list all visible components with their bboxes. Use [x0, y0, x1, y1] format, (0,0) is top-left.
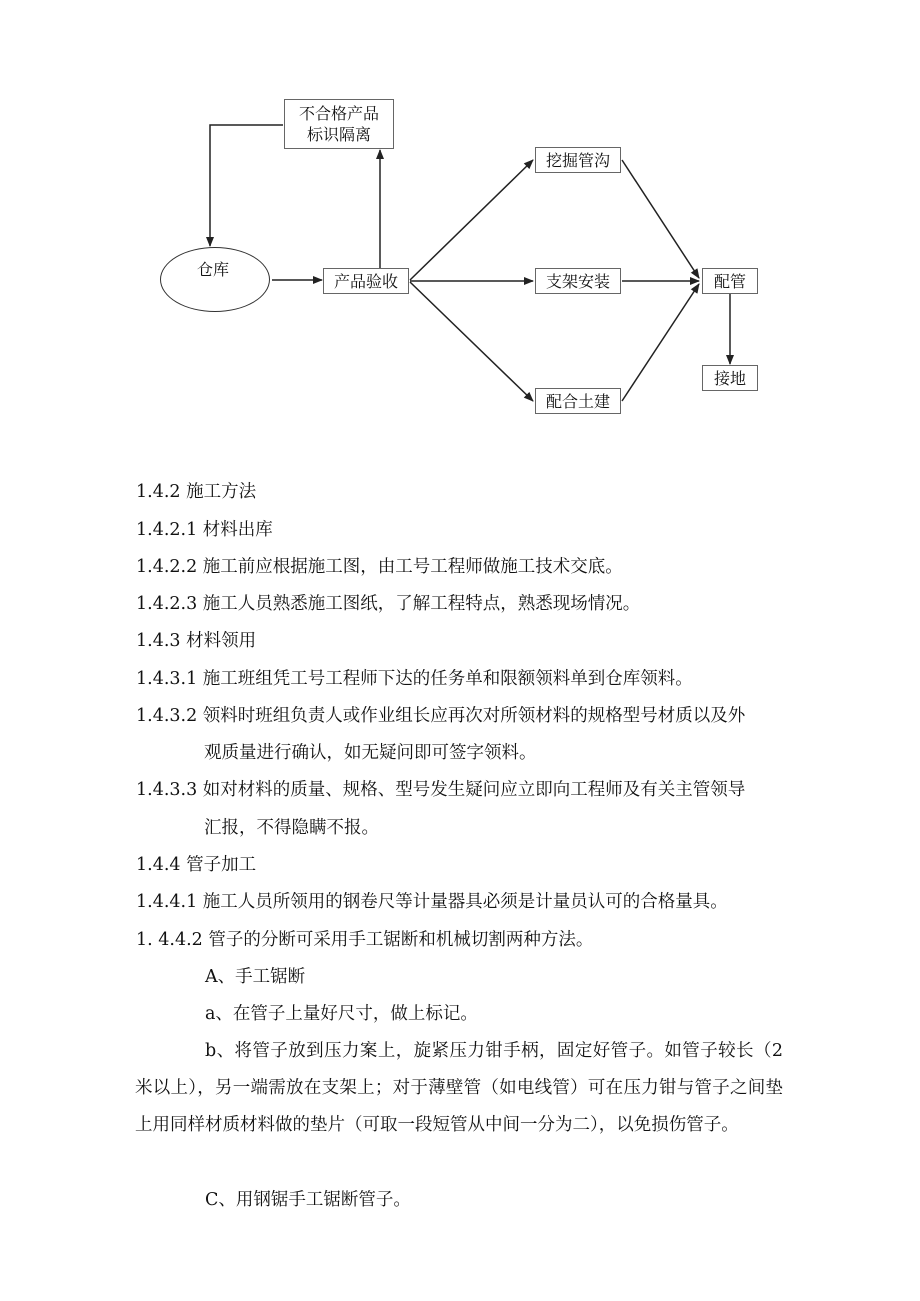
- node-ground-label: 接地: [713, 368, 746, 388]
- node-warehouse-label: 仓库: [196, 260, 229, 279]
- item-1-4-3-3-continued: 汇报，不得隐瞒不报。: [204, 818, 379, 838]
- item-1-4-3-2: 1.4.3.2 领料时班组负责人或作业组长应再次对所领材料的规格型号材质以及外: [136, 706, 746, 726]
- item-1-4-3-3: 1.4.3.3 如对材料的质量、规格、型号发生疑问应立即向工程师及有关主管领导: [136, 780, 746, 800]
- flowchart-connectors: [0, 0, 920, 440]
- heading-1-4-2: 1.4.2 施工方法: [136, 482, 257, 502]
- node-ground: [702, 365, 758, 391]
- node-trench-label: 挖掘管沟: [545, 150, 610, 170]
- node-civil: [535, 388, 621, 414]
- step-c: C、用钢锯手工锯断管子。: [205, 1190, 411, 1210]
- node-reject: [284, 99, 394, 149]
- item-1-4-2-1: 1.4.2.1 材料出库: [136, 520, 273, 540]
- node-inspect-label: 产品验收: [333, 271, 398, 291]
- node-reject-label: 不合格产品 标识隔离: [298, 104, 379, 144]
- heading-1-4-3: 1.4.3 材料领用: [136, 631, 257, 651]
- arrow-inspect-to-trench: [410, 160, 533, 280]
- node-trench: [535, 147, 621, 173]
- item-1-4-3-1: 1.4.3.1 施工班组凭工号工程师下达的任务单和限额领料单到仓库领料。: [136, 669, 693, 689]
- arrow-inspect-to-civil: [410, 282, 533, 401]
- subheading-manual-saw: A、手工锯断: [205, 967, 306, 987]
- item-1-4-2-2: 1.4.2.2 施工前应根据施工图，由工号工程师做施工技术交底。: [136, 557, 623, 577]
- item-1-4-4-2: 1. 4.4.2 管子的分断可采用手工锯断和机械切割两种方法。: [136, 930, 594, 950]
- item-1-4-4-1: 1.4.4.1 施工人员所领用的钢卷尺等计量器具必须是计量员认可的合格量具。: [136, 892, 728, 912]
- arrow-reject-to-warehouse: [210, 125, 283, 246]
- arrow-trench-to-pipe: [622, 160, 699, 278]
- step-b-paragraph: b、将管子放到压力案上，旋紧压力钳手柄，固定好管子。如管子较长（2米以上），另一端需放在支架上；对于薄壁管（如电线管）可在压力钳与管子之间垫上用同样材质材料做的垫片（可取一段短管从中间一分为二），以免损伤管子。: [135, 1041, 783, 1135]
- node-civil-label: 配合土建: [545, 391, 610, 411]
- node-warehouse: [160, 247, 270, 312]
- node-pipe: [702, 268, 758, 294]
- step-a: a、在管子上量好尺寸，做上标记。: [205, 1004, 478, 1024]
- node-bracket-label: 支架安装: [545, 271, 610, 291]
- item-1-4-2-3: 1.4.2.3 施工人员熟悉施工图纸，了解工程特点，熟悉现场情况。: [136, 594, 641, 614]
- node-bracket: [535, 268, 621, 294]
- flowchart: [0, 0, 920, 440]
- node-inspect: [323, 268, 409, 294]
- heading-1-4-4: 1.4.4 管子加工: [136, 855, 257, 875]
- node-pipe-label: 配管: [713, 271, 746, 291]
- arrow-civil-to-pipe: [622, 284, 699, 401]
- item-1-4-3-2-continued: 观质量进行确认，如无疑问即可签字领料。: [204, 743, 537, 763]
